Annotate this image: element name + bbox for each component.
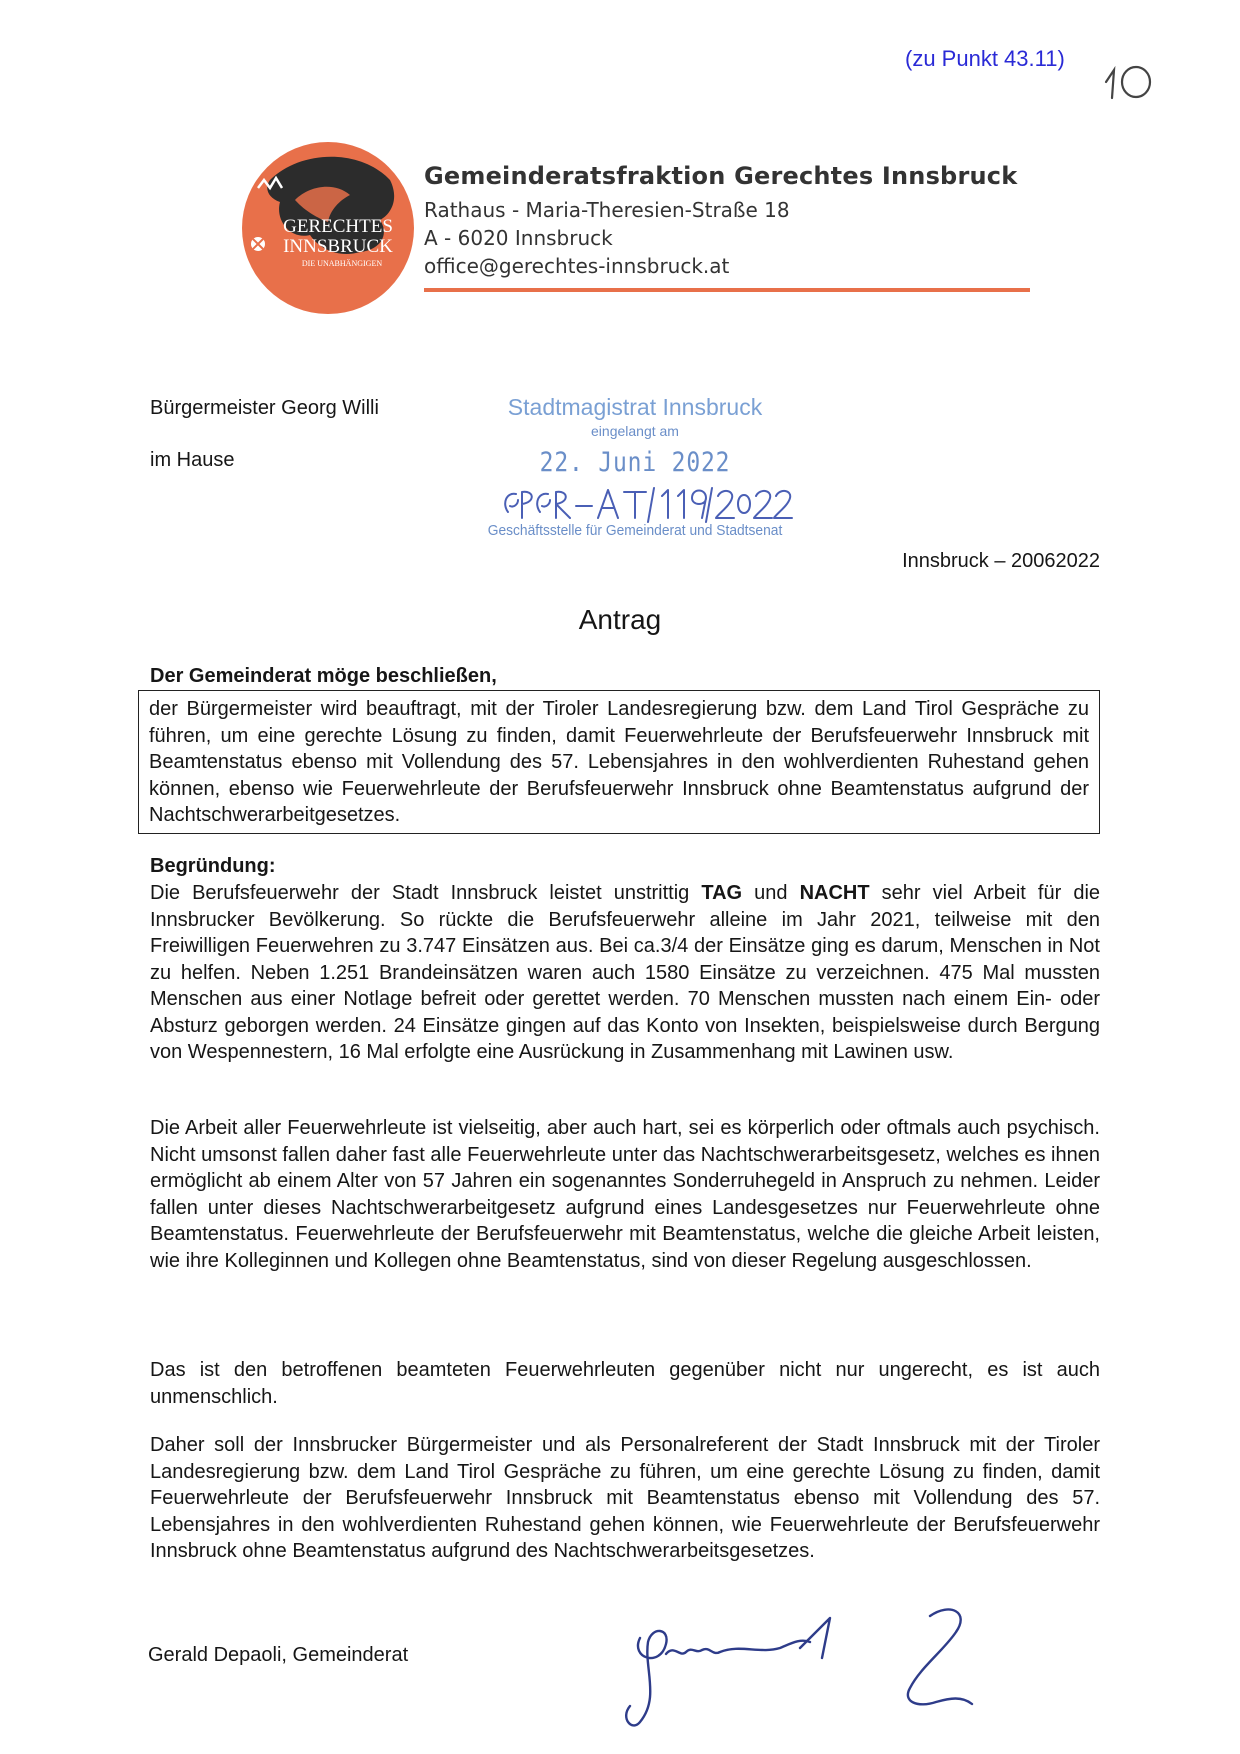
svg-text:INNSBRUCK: INNSBRUCK	[283, 236, 393, 257]
recipient-location: im Hause	[150, 449, 235, 471]
svg-text:DIE UNABHÄNGIGEN: DIE UNABHÄNGIGEN	[301, 259, 383, 268]
reasoning-paragraph-2: Die Arbeit aller Feuerwehrleute ist vielseitig, aber auch hart, sei es körperlich oder oftmals auch psychisch. Nicht umsonst fallen daher fast alle Feuerwehrleute unter das Nachtschwerarbeitsgesetz, welches es ihnen ermöglicht ab einem Alter von 57 Jahren ein sogenanntes Sonderruhegeld in Anspruch zu nehmen. Leider fallen unter dieses Nachtschwerarbeitgesetz aufgrund eines Landesgesetzes nur Feuerwehrleute ohne Beamtenstatus. Feuerwehrleute der Berufsfeuerwehr mit Beamtenstatus, welche die gleiche Arbeit leisten, wie ihre Kolleginnen und Kollegen ohne Beamtenstatus, sind von dieser Regelung ausgeschlossen.	[150, 1117, 1100, 1272]
signer-name: Gerald Depaoli, Gemeinderat	[148, 1644, 409, 1666]
reference-note: (zu Punkt 43.11)	[905, 46, 1065, 71]
organization-address-line2: A - 6020 Innsbruck	[424, 226, 613, 250]
stamp-title: Stadtmagistrat Innsbruck	[507, 394, 763, 420]
reasoning-paragraph-3: Das ist den betroffenen beamteten Feuerwehrleuten gegenüber nicht nur ungerecht, es ist auch unmenschlich.	[150, 1359, 1100, 1408]
receipt-stamp	[470, 394, 800, 539]
organization-name: Gemeinderatsfraktion Gerechtes Innsbruck	[424, 162, 1018, 190]
motion-box	[138, 690, 1100, 834]
reasoning-paragraph-1	[150, 880, 1100, 1066]
organization-logo	[240, 140, 416, 316]
emphasis-tag: TAG	[701, 882, 743, 904]
handwritten-page-number	[1100, 56, 1160, 104]
motion-heading: Der Gemeinderat möge beschließen,	[150, 665, 497, 687]
date-line: Innsbruck – 20062022	[902, 550, 1100, 572]
organization-address-line1: Rathaus - Maria-Theresien-Straße 18	[424, 198, 790, 222]
stamp-footer: Geschäftsstelle für Gemeinderat und Stadtsenat	[487, 522, 783, 539]
paragraph-1-intro: Die Berufsfeuerwehr der Stadt Innsbruck leistet unstrittig	[150, 882, 702, 904]
organization-header	[424, 162, 1017, 280]
reasoning-paragraph-4: Daher soll der Innsbrucker Bürgermeister und als Personalreferent der Stadt Innsbruck mit der Tiroler Landesregierung bzw. dem Land Tirol Gespräche zu führen, um eine gerechte Lösung zu finden, damit Feuerwehrleute der Berufsfeuerwehr Innsbruck mit Beamtenstatus ebenso mit Vollendung des 57. Lebensjahres in den wohlverdienten Ruhestand gehen können, wie Feuerwehrleute der Berufsfeuerwehr Innsbruck ohne Beamtenstatus aufgrund des Nachtschwerarbeitsgesetzes.	[150, 1434, 1100, 1562]
paragraph-1-body: sehr viel Arbeit für die Innsbrucker Bevölkerung. So rückte die Berufsfeuerwehr alleine im Jahr 2021, teilweise mit den Freiwilligen Feuerwehren zu 3.747 Einsätzen aus. Bei ca.3/4 der Einsätze ging es darum, Menschen in Not zu helfen. Neben 1.251 Brandeinsätzen waren auch 1580 Einsätze zu verzeichnen. 475 Mal mussten Menschen aus einer Notlage befreit oder gerettet werden. 70 Menschen mussten nach einem Ein- oder Absturz geborgen werden. 24 Einsätze gingen auf das Konto von Insekten, beispielsweise durch Bergung von Wespennestern, 16 Mal erfolgte eine Ausrückung in Zusammenhang mit Lawinen usw.	[150, 882, 1101, 1063]
stamp-date: 22. Juni 2022	[539, 447, 731, 478]
handwritten-signature	[600, 1598, 1020, 1728]
document-title: Antrag	[578, 604, 662, 635]
svg-text:GERECHTES: GERECHTES	[283, 216, 393, 237]
motion-text: der Bürgermeister wird beauftragt, mit der Tiroler Landesregierung bzw. dem Land Tirol Gespräche zu führen, um eine gerechte Lösung zu finden, damit Feuerwehrleute der Berufsfeuerwehr Innsbruck mit Beamtenstatus ebenso mit Vollendung des 57. Lebensjahres in den wohlverdienten Ruhestand gehen können, ebenso wie Feuerwehrleute der Berufsfeuerwehr Innsbruck ohne Beamtenstatus aufgrund der Nachtschwerarbeitgesetzes.	[149, 698, 1089, 826]
stamp-subtitle: eingelangt am	[591, 423, 679, 439]
reasoning-heading: Begründung:	[150, 855, 276, 877]
emphasis-nacht: NACHT	[799, 882, 870, 904]
paragraph-1-conjunction: und	[742, 882, 800, 904]
recipient-name: Bürgermeister Georg Willi	[150, 397, 379, 419]
stamp-handwritten-reference	[500, 482, 800, 526]
header-divider	[424, 288, 1030, 292]
organization-email: office@gerechtes-innsbruck.at	[424, 254, 730, 278]
